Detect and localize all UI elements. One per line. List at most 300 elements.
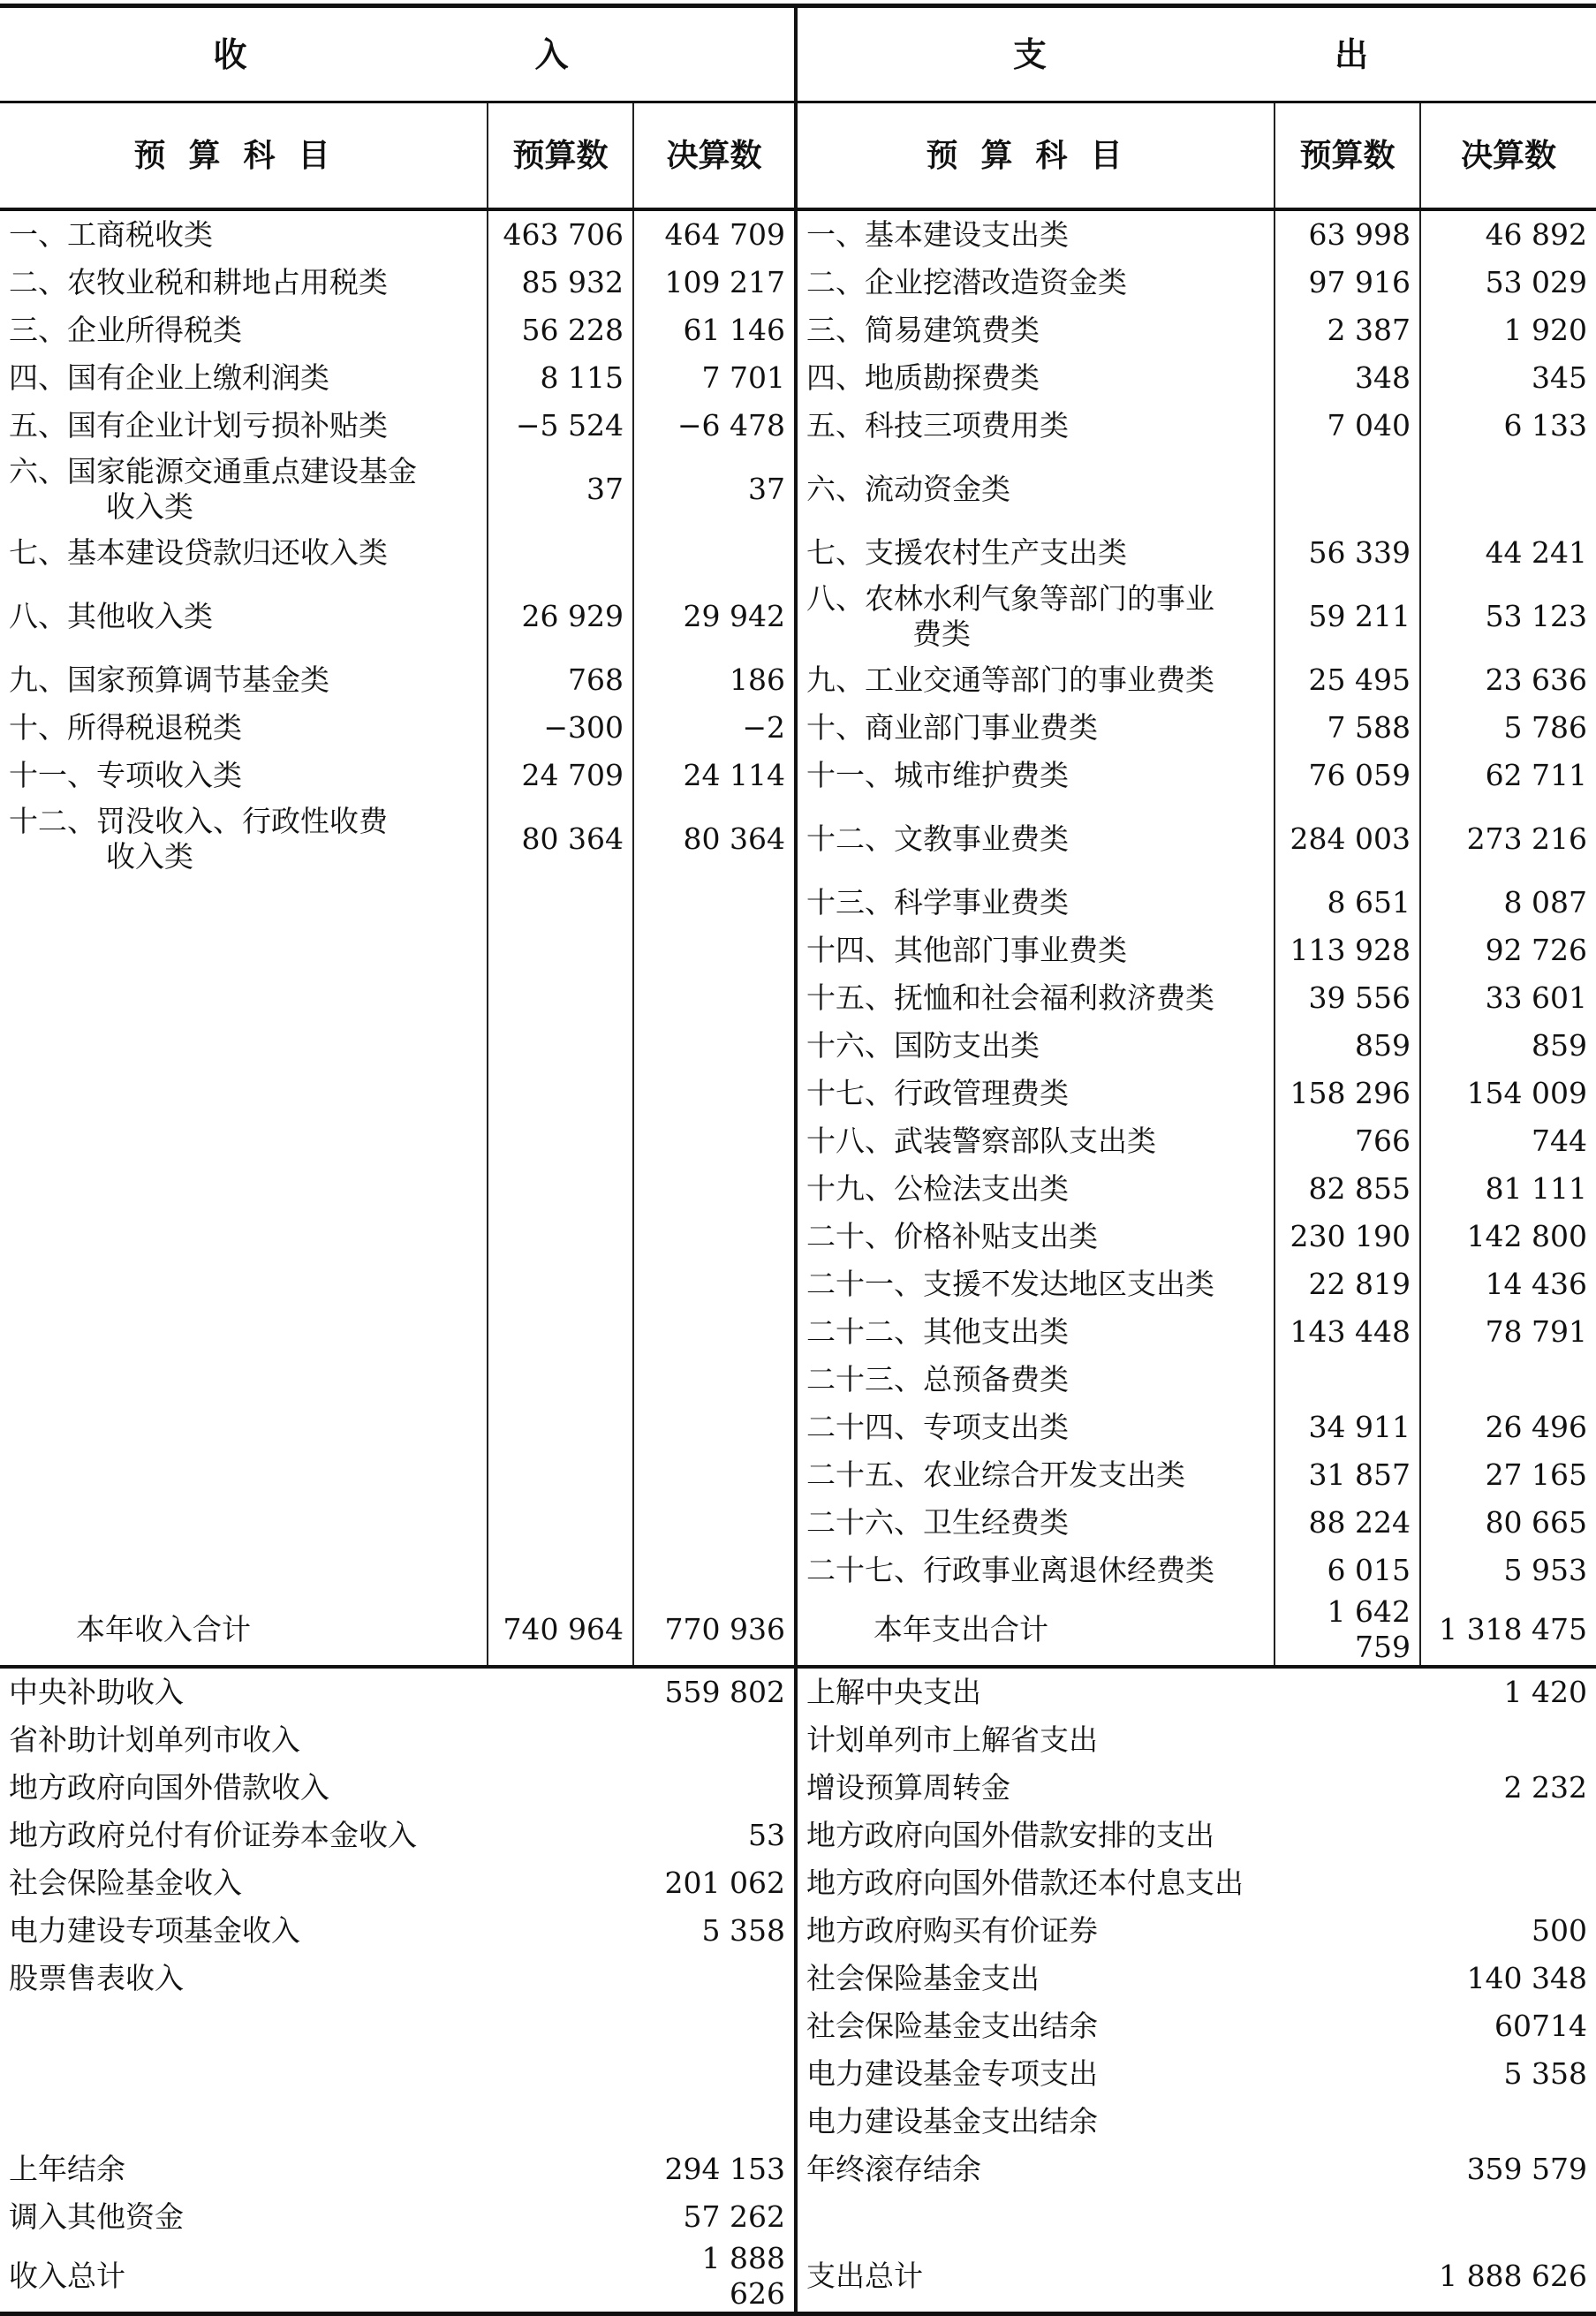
income-subject-name-cont: 收入类 (106, 839, 193, 874)
expense-final-value: 273 216 (1420, 799, 1596, 879)
income-budget-value (488, 1451, 633, 1499)
income-budget-value: 56 228 (488, 307, 633, 354)
expense-subject-name: 二十四、专项支出类 (806, 1410, 1070, 1444)
income-subject-name: 十一、专项收入类 (9, 758, 242, 792)
income-budget-header: 预算数 (488, 102, 633, 210)
table-row (0, 209, 1596, 259)
income-subject-cell (0, 656, 488, 704)
expense-subject-name: 六、流动资金类 (806, 472, 1011, 506)
expense-extra-value: 5 358 (1503, 2056, 1588, 2091)
income-final-value (633, 927, 796, 974)
expense-extra-value: 140 348 (1466, 1961, 1588, 1995)
expense-final-value: 44 241 (1420, 529, 1596, 577)
income-budget-value (488, 1499, 633, 1547)
income-budget-value (488, 1356, 633, 1404)
expense-budget-value: 8 651 (1275, 879, 1420, 927)
expense-budget-value (1275, 1356, 1420, 1404)
expense-final-value: 744 (1420, 1117, 1596, 1165)
expense-total-budget: 1 642 759 (1275, 1594, 1420, 1667)
transfer-row (0, 1812, 1596, 1859)
expense-subject-cell (796, 1499, 1275, 1547)
income-budget-value: 768 (488, 656, 633, 704)
income-subject-cell (0, 1260, 488, 1308)
income-budget-value: 24 709 (488, 752, 633, 799)
expense-subject-cell (796, 704, 1275, 752)
income-budget-value: 85 932 (488, 259, 633, 307)
expense-final-value: 23 636 (1420, 656, 1596, 704)
expense-budget-value: 7 588 (1275, 704, 1420, 752)
expense-subject-name: 二十七、行政事业离退休经费类 (806, 1553, 1215, 1587)
income-subject-cell (0, 259, 488, 307)
income-total-label: 本年收入合计 (0, 1594, 488, 1667)
expense-subject-name: 四、地质勘探费类 (806, 360, 1040, 395)
table-row (0, 577, 1596, 656)
table-row (0, 1499, 1596, 1547)
income-final-value (633, 1165, 796, 1213)
expense-subject-cell (796, 1022, 1275, 1070)
income-extra-value: 53 (748, 1818, 786, 1852)
expense-final-value: 345 (1420, 354, 1596, 402)
transfer-row (0, 1764, 1596, 1812)
expense-final-value: 46 892 (1420, 209, 1596, 259)
income-subject-cell (0, 1547, 488, 1594)
income-subject-cell (0, 974, 488, 1022)
expense-grand-total-value: 1 888 626 (1420, 2241, 1596, 2314)
income-budget-value: −5 524 (488, 402, 633, 450)
income-final-value (633, 529, 796, 577)
column-header-row (0, 102, 1596, 210)
table-row (0, 1117, 1596, 1165)
income-subject-name: 三、企业所得税类 (9, 313, 242, 347)
income-extra-value (633, 2098, 796, 2146)
income-final-value: −6 478 (633, 402, 796, 450)
table-row (0, 402, 1596, 450)
expense-subject-name: 二十三、总预备费类 (806, 1362, 1070, 1396)
expense-subject-cell (796, 752, 1275, 799)
table-row (0, 1165, 1596, 1213)
income-subject-name-cont: 收入类 (106, 489, 193, 524)
expense-final-value: 80 665 (1420, 1499, 1596, 1547)
income-budget-value (488, 1308, 633, 1356)
expense-subject-name: 十三、科学事业费类 (806, 885, 1070, 920)
expense-final-value: 6 133 (1420, 402, 1596, 450)
expense-subject-name: 七、支援农村生产支出类 (806, 535, 1128, 570)
expense-subject-cell (796, 1117, 1275, 1165)
expense-subject-name: 三、简易建筑费类 (806, 313, 1040, 347)
expense-subject-name: 十一、城市维护费类 (806, 758, 1070, 792)
expense-subject-name-cont: 费类 (912, 617, 972, 651)
table-row (0, 1070, 1596, 1117)
expense-subject-cell (796, 656, 1275, 704)
expense-subject-cell (796, 879, 1275, 927)
expense-budget-value: 22 819 (1275, 1260, 1420, 1308)
income-subject-cell (0, 1404, 488, 1451)
expense-budget-value: 59 211 (1275, 577, 1420, 656)
expense-extra-name: 年终滚存结余 (796, 2146, 1420, 2193)
income-subject-cell (0, 927, 488, 974)
income-subject-name: 五、国有企业计划亏损补贴类 (9, 408, 388, 443)
income-subject-cell (0, 307, 488, 354)
expense-subject-header: 预算科目 (796, 102, 1275, 210)
section-header-row (0, 6, 1596, 102)
income-extra-value: 559 802 (664, 1675, 786, 1709)
expense-budget-value: 113 928 (1275, 927, 1420, 974)
expense-final-value: 859 (1420, 1022, 1596, 1070)
expense-budget-value: 230 190 (1275, 1213, 1420, 1260)
expense-budget-value: 348 (1275, 354, 1420, 402)
expense-subject-cell (796, 450, 1275, 529)
table-row (0, 927, 1596, 974)
expense-extra-name: 上解中央支出 (796, 1667, 1420, 1716)
expense-subject-name: 十七、行政管理费类 (806, 1076, 1070, 1110)
income-total-budget: 740 964 (488, 1594, 633, 1667)
income-final-value (633, 879, 796, 927)
transfer-row (0, 2002, 1596, 2050)
expense-budget-value: 76 059 (1275, 752, 1420, 799)
income-subject-cell (0, 529, 488, 577)
income-final-value (633, 1499, 796, 1547)
income-subject-cell (0, 577, 488, 656)
income-extra-name: 上年结余 (9, 2152, 125, 2186)
expense-subject-name: 十五、抚恤和社会福利救济费类 (806, 980, 1215, 1015)
income-budget-value (488, 1070, 633, 1117)
expense-subject-name: 十六、国防支出类 (806, 1028, 1040, 1063)
expense-subject-cell (796, 577, 1275, 656)
expense-extra-name: 社会保险基金支出结余 (796, 2002, 1420, 2050)
income-subject-header: 预算科目 (0, 102, 488, 210)
transfer-row (0, 1907, 1596, 1955)
expense-final-value: 26 496 (1420, 1404, 1596, 1451)
income-section-title: 收 入 (0, 6, 796, 102)
table-row (0, 1022, 1596, 1070)
expense-subject-name: 九、工业交通等部门的事业费类 (806, 662, 1215, 697)
income-extra-value: 294 153 (664, 2152, 786, 2186)
income-budget-value (488, 1213, 633, 1260)
expense-subject-cell (796, 1404, 1275, 1451)
transfer-row (0, 1716, 1596, 1764)
expense-subject-name: 十九、公检法支出类 (806, 1171, 1070, 1206)
table-row (0, 656, 1596, 704)
expense-final-value: 27 165 (1420, 1451, 1596, 1499)
expense-extra-value (1420, 1716, 1596, 1764)
income-subject-cell (0, 704, 488, 752)
income-grand-total-value: 1 888 626 (633, 2241, 796, 2314)
expense-final-value: 33 601 (1420, 974, 1596, 1022)
expense-subject-cell (796, 402, 1275, 450)
expense-final-value: 142 800 (1420, 1213, 1596, 1260)
expense-subject-name: 二十二、其他支出类 (806, 1314, 1070, 1349)
expense-budget-value: 63 998 (1275, 209, 1420, 259)
income-final-value: 80 364 (633, 799, 796, 879)
table-row (0, 259, 1596, 307)
table-row (0, 450, 1596, 529)
expense-subject-cell (796, 354, 1275, 402)
income-budget-value: 8 115 (488, 354, 633, 402)
expense-final-value (1420, 1356, 1596, 1404)
income-subject-cell (0, 450, 488, 529)
expense-extra-name: 电力建设基金支出结余 (796, 2098, 1420, 2146)
expense-subject-cell (796, 974, 1275, 1022)
income-final-value (633, 1117, 796, 1165)
income-subject-cell (0, 354, 488, 402)
expense-final-value: 5 953 (1420, 1547, 1596, 1594)
budget-table (0, 4, 1596, 2316)
income-final-value (633, 1070, 796, 1117)
expense-extra-value: 2 232 (1503, 1770, 1588, 1805)
transfer-row (0, 1667, 1596, 1716)
income-subject-cell (0, 1117, 488, 1165)
income-budget-value (488, 927, 633, 974)
income-extra-name: 地方政府兑付有价证券本金收入 (9, 1818, 417, 1852)
income-subject-cell (0, 1165, 488, 1213)
income-extra-value: 201 062 (664, 1866, 786, 1900)
expense-subject-name: 八、农林水利气象等部门的事业 (806, 581, 1215, 616)
expense-final-value: 5 786 (1420, 704, 1596, 752)
expense-final-value: 8 087 (1420, 879, 1596, 927)
expense-subject-cell (796, 1213, 1275, 1260)
transfer-row (0, 2146, 1596, 2193)
expense-total-label: 本年支出合计 (796, 1594, 1275, 1667)
expense-budget-value: 82 855 (1275, 1165, 1420, 1213)
expense-extra-name: 计划单列市上解省支出 (796, 1716, 1420, 1764)
expense-grand-total-label: 支出总计 (796, 2241, 1420, 2314)
transfer-row (0, 2193, 1596, 2241)
income-subject-cell (0, 402, 488, 450)
expense-subject-cell (796, 1260, 1275, 1308)
income-budget-value: −300 (488, 704, 633, 752)
table-row (0, 1260, 1596, 1308)
expense-budget-value: 25 495 (1275, 656, 1420, 704)
expense-budget-value: 31 857 (1275, 1451, 1420, 1499)
income-extra-value (633, 1764, 796, 1812)
income-extra-value (633, 1955, 796, 2002)
expense-budget-value: 39 556 (1275, 974, 1420, 1022)
expense-budget-value: 97 916 (1275, 259, 1420, 307)
income-final-value: 109 217 (633, 259, 796, 307)
income-extra-value (633, 2050, 796, 2098)
expense-extra-value (1420, 1859, 1596, 1907)
expense-final-value: 81 111 (1420, 1165, 1596, 1213)
income-extra-value: 5 358 (701, 1913, 786, 1948)
table-row (0, 1356, 1596, 1404)
expense-final-value: 14 436 (1420, 1260, 1596, 1308)
income-extra-name: 地方政府向国外借款收入 (9, 1770, 329, 1805)
table-row (0, 704, 1596, 752)
income-final-value: 29 942 (633, 577, 796, 656)
expense-budget-value: 2 387 (1275, 307, 1420, 354)
expense-budget-value: 158 296 (1275, 1070, 1420, 1117)
expense-extra-name: 地方政府向国外借款安排的支出 (796, 1812, 1420, 1859)
income-extra-name (0, 2098, 633, 2146)
table-row (0, 1308, 1596, 1356)
expense-final-value (1420, 450, 1596, 529)
income-subject-name: 八、其他收入类 (9, 599, 213, 633)
income-subject-name: 四、国有企业上缴利润类 (9, 360, 329, 395)
transfer-row (0, 2098, 1596, 2146)
income-extra-name: 股票售表收入 (9, 1961, 184, 1995)
expense-subject-cell (796, 209, 1275, 259)
income-budget-value (488, 1404, 633, 1451)
income-subject-cell (0, 1213, 488, 1260)
income-extra-value (633, 2002, 796, 2050)
income-subject-cell (0, 1308, 488, 1356)
expense-extra-value: 1 420 (1503, 1675, 1588, 1709)
income-budget-value (488, 529, 633, 577)
expense-subject-cell (796, 529, 1275, 577)
income-subject-cell (0, 1499, 488, 1547)
table-row (0, 1547, 1596, 1594)
income-subject-cell (0, 1451, 488, 1499)
expense-subject-cell (796, 1165, 1275, 1213)
expense-final-value: 1 920 (1420, 307, 1596, 354)
expense-total-final: 1 318 475 (1420, 1594, 1596, 1667)
expense-final-header: 决算数 (1420, 102, 1596, 210)
income-subject-cell (0, 752, 488, 799)
income-subject-name: 十二、罚没收入、行政性收费 (9, 804, 388, 838)
expense-budget-value: 284 003 (1275, 799, 1420, 879)
expense-final-value: 53 029 (1420, 259, 1596, 307)
expense-subject-name: 二、企业挖潜改造资金类 (806, 265, 1128, 299)
income-extra-name: 社会保险基金收入 (9, 1866, 242, 1900)
expense-final-value: 53 123 (1420, 577, 1596, 656)
income-extra-name (0, 2002, 633, 2050)
expense-subject-cell (796, 1547, 1275, 1594)
income-subject-cell (0, 209, 488, 259)
expense-subject-name: 十二、文教事业费类 (806, 821, 1070, 856)
table-row (0, 529, 1596, 577)
income-final-value: 7 701 (633, 354, 796, 402)
table-row (0, 879, 1596, 927)
expense-extra-value: 500 (1532, 1913, 1588, 1948)
expense-subject-name: 二十一、支援不发达地区支出类 (806, 1267, 1215, 1301)
expense-budget-value: 88 224 (1275, 1499, 1420, 1547)
income-extra-name: 电力建设专项基金收入 (9, 1913, 300, 1948)
income-subject-name: 六、国家能源交通重点建设基金 (9, 454, 417, 488)
income-subject-name: 十、所得税退税类 (9, 710, 242, 745)
expense-subject-name: 十八、武装警察部队支出类 (806, 1124, 1157, 1158)
income-extra-name: 调入其他资金 (9, 2199, 184, 2234)
expense-subject-name: 十、商业部门事业费类 (806, 710, 1099, 745)
income-budget-value (488, 1260, 633, 1308)
transfer-row (0, 2050, 1596, 2098)
transfer-row (0, 1859, 1596, 1907)
expense-budget-value (1275, 450, 1420, 529)
income-budget-value: 463 706 (488, 209, 633, 259)
income-final-value: 37 (633, 450, 796, 529)
expense-final-value: 92 726 (1420, 927, 1596, 974)
expense-subject-cell (796, 799, 1275, 879)
grand-total-row (0, 2241, 1596, 2314)
expense-extra-value (1420, 2193, 1596, 2241)
income-budget-value (488, 1165, 633, 1213)
budget-table-body (0, 6, 1596, 2314)
income-final-value (633, 1404, 796, 1451)
income-final-value (633, 1547, 796, 1594)
income-final-value: 24 114 (633, 752, 796, 799)
income-subject-name: 九、国家预算调节基金类 (9, 662, 329, 697)
expense-budget-value: 56 339 (1275, 529, 1420, 577)
income-final-header: 决算数 (633, 102, 796, 210)
expense-subject-name: 二十五、农业综合开发支出类 (806, 1457, 1186, 1492)
expense-extra-value (1420, 1812, 1596, 1859)
income-extra-name (0, 2050, 633, 2098)
income-final-value (633, 1260, 796, 1308)
income-subject-name: 七、基本建设贷款归还收入类 (9, 535, 388, 570)
expense-subject-name: 一、基本建设支出类 (806, 217, 1070, 252)
expense-subject-cell (796, 1356, 1275, 1404)
income-subject-name: 二、农牧业税和耕地占用税类 (9, 265, 388, 299)
expense-subject-cell (796, 259, 1275, 307)
transfer-row (0, 1955, 1596, 2002)
expense-subject-name: 二十六、卫生经费类 (806, 1505, 1070, 1540)
expense-budget-value: 7 040 (1275, 402, 1420, 450)
table-row (0, 752, 1596, 799)
income-final-value (633, 1022, 796, 1070)
expense-section-title: 支 出 (796, 6, 1596, 102)
income-final-value: 61 146 (633, 307, 796, 354)
expense-budget-value: 6 015 (1275, 1547, 1420, 1594)
expense-subject-name: 五、科技三项费用类 (806, 408, 1070, 443)
income-subject-cell (0, 799, 488, 879)
expense-extra-name: 电力建设基金专项支出 (796, 2050, 1420, 2098)
income-budget-value (488, 1117, 633, 1165)
table-row (0, 974, 1596, 1022)
income-final-value (633, 1451, 796, 1499)
income-budget-value: 80 364 (488, 799, 633, 879)
income-final-value: 186 (633, 656, 796, 704)
income-final-value: −2 (633, 704, 796, 752)
income-budget-value: 26 929 (488, 577, 633, 656)
expense-extra-name (796, 2193, 1420, 2241)
income-subject-cell (0, 1356, 488, 1404)
expense-final-value: 62 711 (1420, 752, 1596, 799)
income-subject-cell (0, 1022, 488, 1070)
expense-extra-value (1420, 2098, 1596, 2146)
expense-extra-name: 地方政府向国外借款还本付息支出 (796, 1859, 1420, 1907)
annual-total-row (0, 1594, 1596, 1667)
expense-budget-value: 766 (1275, 1117, 1420, 1165)
expense-subject-cell (796, 1308, 1275, 1356)
income-final-value (633, 974, 796, 1022)
income-subject-cell (0, 1070, 488, 1117)
table-row (0, 354, 1596, 402)
expense-extra-value: 359 579 (1466, 2152, 1588, 2186)
expense-final-value: 78 791 (1420, 1308, 1596, 1356)
income-grand-total-label: 收入总计 (0, 2241, 633, 2314)
expense-final-value: 154 009 (1420, 1070, 1596, 1117)
expense-subject-cell (796, 1070, 1275, 1117)
income-final-value (633, 1308, 796, 1356)
income-subject-name: 一、工商税收类 (9, 217, 213, 252)
expense-extra-name: 增设预算周转金 (796, 1764, 1420, 1812)
income-budget-value (488, 1547, 633, 1594)
table-row (0, 1451, 1596, 1499)
income-final-value: 464 709 (633, 209, 796, 259)
income-final-value (633, 1356, 796, 1404)
income-budget-value: 37 (488, 450, 633, 529)
expense-subject-name: 十四、其他部门事业费类 (806, 933, 1128, 967)
income-extra-name: 省补助计划单列市收入 (9, 1722, 300, 1757)
expense-subject-cell (796, 307, 1275, 354)
table-row (0, 307, 1596, 354)
expense-extra-value: 60714 (1494, 2009, 1588, 2043)
expense-extra-name: 地方政府购买有价证券 (796, 1907, 1420, 1955)
expense-extra-name: 社会保险基金支出 (796, 1955, 1420, 2002)
income-subject-cell (0, 879, 488, 927)
expense-subject-name: 二十、价格补贴支出类 (806, 1219, 1099, 1253)
expense-budget-value: 143 448 (1275, 1308, 1420, 1356)
income-extra-name: 中央补助收入 (9, 1675, 184, 1709)
